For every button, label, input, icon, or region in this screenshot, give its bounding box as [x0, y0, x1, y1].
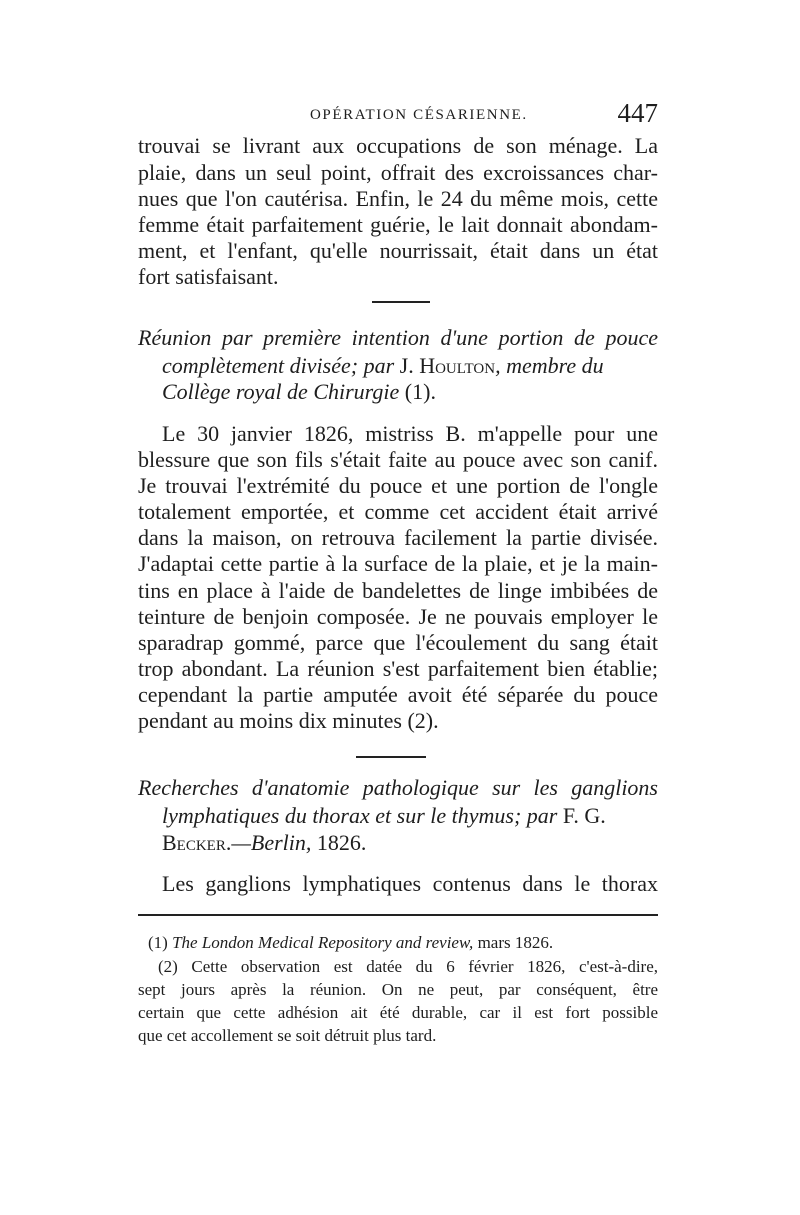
author-affiliation: , membre du [495, 353, 604, 378]
text-line: dans la maison, on retrouva facilement la partie divisée. [138, 525, 658, 550]
author-initials: F. G. [562, 803, 606, 828]
author-name: Becker. [162, 830, 232, 855]
author-name: Houlton [419, 353, 496, 378]
author-initial: J. [399, 353, 414, 378]
text-line: trop abondant. La réunion s'est parfaitement bien établie; [138, 656, 658, 681]
footnote-1 [148, 932, 658, 954]
text-line: J'adaptai cette partie à la surface de la plaie, et je la main- [138, 551, 658, 576]
footnote-line: certain que cette adhésion ait été durable, car il est fort possible [138, 1003, 658, 1022]
text-line: fort satisfaisant. [138, 264, 279, 289]
text-line: teinture de benjoin composée. Je ne pouvais employer le [138, 604, 658, 629]
footnote-date: mars 1826. [477, 933, 554, 952]
publication-place: —Berlin, [231, 830, 312, 855]
text-line: totalement emportée, et comme cet accident était arrivé [138, 499, 658, 524]
text-line: pendant au moins dix minutes (2). [138, 708, 439, 733]
text-line: plaie, dans un seul point, offrait des excroissances char- [138, 160, 658, 185]
text-line: femme était parfaitement guérie, le lait donnait abondam- [138, 212, 658, 237]
article-title-text: complètement divisée; par [162, 353, 395, 378]
footnote-divider [138, 914, 658, 916]
article-title-line [162, 352, 658, 380]
page-number: 447 [617, 98, 658, 128]
article-title-line [162, 378, 658, 406]
running-title: OPÉRATION CÉSARIENNE. [310, 107, 528, 123]
text-line: tins en place à l'aide de bandelettes de linge imbibées de [138, 578, 658, 603]
footnote-line: que cet accollement se soit détruit plus tard. [138, 1026, 437, 1045]
text-line: Les ganglions lymphatiques contenus dans le thorax [162, 871, 658, 896]
text-line: cependant la partie amputée avoit été séparée du pouce [138, 682, 658, 707]
section-divider [356, 756, 426, 758]
footnote-line: sept jours après la réunion. On ne peut, par conséquent, être [138, 980, 658, 999]
journal-title: The London Medical Repository and review, [172, 933, 474, 952]
publication-year: 1826. [316, 830, 367, 855]
article-title-line [162, 802, 658, 830]
text-line: sparadrap gommé, parce que l'écoulement du sang était [138, 630, 658, 655]
text-line: nues que l'on cautérisa. Enfin, le 24 du même mois, cette [138, 186, 658, 211]
section-divider [372, 301, 430, 303]
footnote-line: (2) Cette observation est datée du 6 février 1826, c'est-à-dire, [158, 957, 658, 976]
footnote-number: (1) [148, 933, 168, 952]
text-line: Le 30 janvier 1826, mistriss B. m'appelle pour une [162, 421, 658, 446]
article-title-text: Collège royal de Chirurgie [162, 379, 400, 404]
footnote-ref: (1). [404, 379, 436, 404]
text-line: Je trouvai l'extrémité du pouce et une portion de l'ongle [138, 473, 658, 498]
article-title-line: Recherches d'anatomie pathologique sur les ganglions [138, 775, 658, 800]
text-line: blessure que son fils s'était faite au pouce avec son canif. [138, 447, 658, 472]
article-title-text: lymphatiques du thorax et sur le thymus; par [162, 803, 558, 828]
text-line: trouvai se livrant aux occupations de son ménage. La [138, 133, 658, 158]
text-line: ment, et l'enfant, qu'elle nourrissait, était dans un état [138, 238, 658, 263]
article-title-line: Réunion par première intention d'une portion de pouce [138, 325, 658, 350]
article-title-line [162, 829, 658, 857]
